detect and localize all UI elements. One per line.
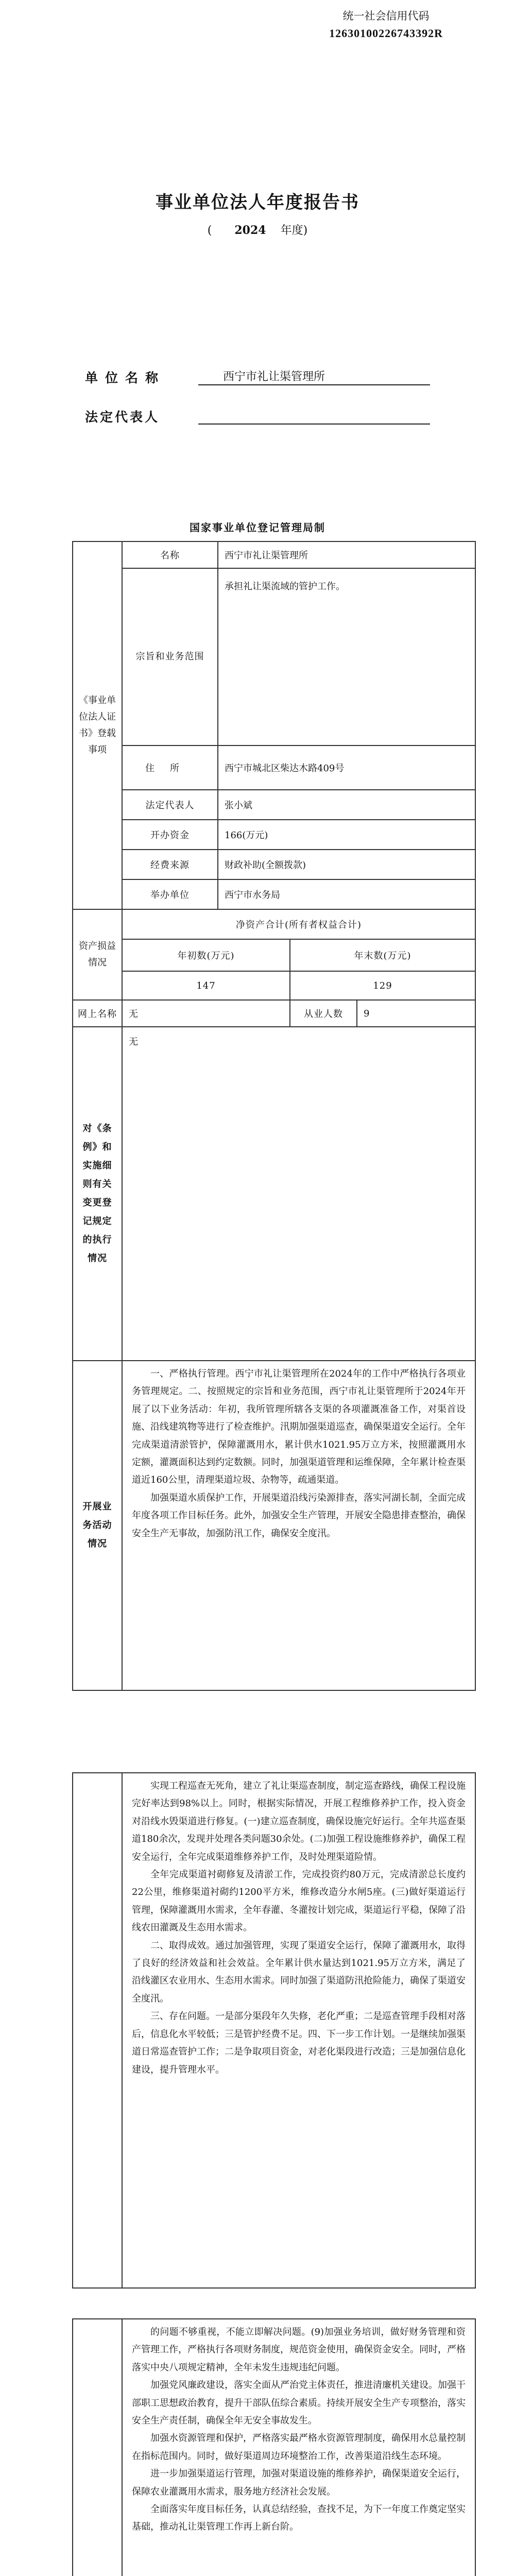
net-assets-label: 净资产合计(所有者权益合计)	[122, 909, 475, 939]
reg-label: 对《条例》和实施细则有关变更登记规定的执行情况	[73, 1027, 122, 1361]
inspect-paragraph: 三、存在问题。一是部分渠段年久失修，老化严重；二是巡查管理手段相对落后，信息化水平较低；三是管护经费不足。四、下一步工作计划。一是继续加强渠道日常巡查管护工作；二是争取项目资金，对老化渠段进行改造；三是加强信息化建设，提升管理水平。	[132, 2011, 466, 2075]
row-address	[73, 745, 475, 790]
row-inspect	[73, 1773, 475, 2288]
legal-value: 张小斌	[218, 790, 475, 820]
web-label: 网上名称	[73, 1000, 122, 1027]
row-plan	[73, 2319, 475, 2576]
business-paragraph: 加强渠道水质保护工作，开展渠道沿线污染源排查，落实河湖长制，全面完成年度各项工作目标任务。此外，加强安全生产管理，开展安全隐患排查整治，确保安全生产无事故，加强防汛工作，确保安全度汛。	[132, 1492, 466, 1539]
legal-rep-line	[198, 402, 430, 425]
inspect-paragraph: 二、取得成效。通过加强管理，实现了渠道安全运行，保障了灌溉用水，取得了良好的经济效益和社会效益。全年累计供水量达到1021.95万立方米，满足了沿线灌区农业用水、生态用水需求。同时加强了渠道防汛抢险能力，确保了渠道安全度汛。	[132, 1940, 466, 2004]
address-value: 西宁市城北区柴达木路409号	[218, 745, 475, 790]
inspect-paragraph: 全年完成渠道衬砌修复及清淤工作，完成投资约80万元，完成清淤总长度约22公里，维修渠道衬砌约1200平方米，维修改造分水闸5座。(三)做好渠道运行管理，保障灌溉用水需求，全年春灌、冬灌按计划完成，渠道运行平稳，保障了沿线农田灌溉及生态用水需求。	[132, 1869, 466, 1934]
year-value: 2024	[234, 224, 266, 237]
purpose-label: 宗旨和业务范围	[122, 568, 218, 745]
report-title: 事业单位法人年度报告书	[156, 192, 359, 213]
legal-rep-label: 法定代表人	[85, 410, 160, 425]
business-label: 开展业务活动情况	[73, 1361, 122, 1690]
continuation-table-2	[72, 2318, 476, 2576]
plan-paragraph: 全面落实年度目标任务，认真总结经验，查找不足，为下一年度工作奠定坚实基础，推动礼让渠管理工作再上新台阶。	[132, 2504, 466, 2533]
funds-label: 开办资金	[122, 820, 218, 850]
row-asset-values	[73, 971, 475, 1000]
assets-section-label: 资产损益情况	[73, 909, 122, 1000]
plan-paragraph: 加强水资源管理和保护，严格落实最严格水资源管理制度，确保用水总量控制在指标范围内。同时，做好渠道周边环境整治工作，改善渠道沿线生态环境。	[132, 2433, 466, 2462]
business-content	[122, 1361, 475, 1690]
plan-paragraph: 进一步加强渠道运行管理，加强对渠道设施的维修养护，确保渠道安全运行，保障农业灌溉用水需求，服务地方经济社会发展。	[132, 2468, 466, 2497]
purpose-value: 承担礼让渠流域的管护工作。	[218, 568, 475, 745]
row-purpose	[73, 568, 475, 745]
report-table	[72, 541, 476, 1691]
address-label: 住所	[122, 745, 218, 790]
inspect-paragraph: 实现工程巡查无死角，建立了礼让渠巡查制度，制定巡查路线，确保工程设施完好率达到98%以上。同时，根据实际情况，开展工程维修养护工作，投入资金对沿线水毁渠道进行修复。(一)建立巡查制度，确保设施完好运行。全年共巡查渠道180余次，发现并处理各类问题30余处。(二)加强工程设施维修养护，确保工程安全运行，全年完成渠道维修养护工作，及时处理渠道险情。	[132, 1781, 466, 1862]
plan-paragraph: 加强党风廉政建设，落实全面从严治党主体责任，推进清廉机关建设。加强干部职工思想政治教育，提升干部队伍综合素质。持续开展安全生产专项整治，落实安全生产责任制，确保全年无安全事故发生。	[132, 2380, 466, 2427]
report-year	[0, 222, 515, 238]
row-net-assets	[73, 909, 475, 939]
row-reg	[73, 1027, 475, 1361]
staff-label: 从业人数	[290, 1000, 357, 1027]
begin-label: 年初数(万元)	[122, 939, 290, 971]
staff-value: 9	[357, 1000, 475, 1027]
issuer: 国家事业单位登记管理局制	[190, 521, 325, 534]
row-name	[73, 541, 475, 568]
inspect-spacer	[73, 1773, 122, 2288]
funds-value: 166(万元)	[218, 820, 475, 850]
source-label: 经费来源	[122, 850, 218, 879]
source-value: 财政补助(全额拨款)	[218, 850, 475, 879]
end-value: 129	[290, 971, 475, 1000]
end-label: 年末数(万元)	[290, 939, 475, 971]
credit-code-value: 12630100226743392R	[329, 27, 443, 40]
row-org	[73, 879, 475, 909]
year-close: 年度)	[280, 224, 308, 237]
org-value: 西宁市水务局	[218, 879, 475, 909]
row-funds	[73, 820, 475, 850]
year-open: (	[207, 224, 212, 237]
reg-value: 无	[122, 1027, 475, 1361]
web-value: 无	[122, 1000, 290, 1027]
business-paragraph: 一、严格执行管理。西宁市礼让渠管理所在2024年的工作中严格执行各项业务管理规定。二、按照规定的宗旨和业务范围，西宁市礼让渠管理所于2024年开展了以下业务活动：年初，我所管理所辖各支渠的各项灌溉准备工作，对渠首设施、沿线建筑物等进行了检查维护。汛期加强渠道巡查，确保渠道安全运行。全年完成渠道清淤管护，保障灌溉用水，累计供水1021.95万立方米，按照灌溉用水定额，灌溉面积达到约定数额。同时，加强渠道管理和运维保障，全年累计检查渠道近160公里，清理渠道垃圾、杂物等，疏通渠道。	[132, 1368, 466, 1486]
row-source	[73, 850, 475, 879]
unit-name-line	[198, 363, 430, 385]
org-label: 举办单位	[122, 879, 218, 909]
row-legal	[73, 790, 475, 820]
plan-content	[122, 2319, 475, 2576]
row-business	[73, 1361, 475, 1690]
plan-spacer	[73, 2319, 122, 2576]
unit-name-value: 西宁市礼让渠管理所	[223, 370, 325, 383]
credit-code-label: 统一社会信用代码	[342, 10, 430, 22]
legal-label: 法定代表人	[122, 790, 218, 820]
continuation-table-1	[72, 1772, 476, 2289]
plan-paragraph: 的问题不够重视，不能立即解决问题。(9)加强业务培训，做好财务管理和资产管理工作，严格执行各项财务制度，规范资金使用，确保资金安全。同时，严格落实中央八项规定精神，全年未发生违规违纪问题。	[132, 2327, 466, 2373]
unit-name-label: 单位名称	[85, 370, 166, 385]
credit-code-block	[329, 7, 443, 42]
name-value: 西宁市礼让渠管理所	[218, 541, 475, 568]
row-web	[73, 1000, 475, 1027]
cert-section-label: 《事业单位法人证书》登载事项	[73, 541, 122, 909]
name-label: 名称	[122, 541, 218, 568]
begin-value: 147	[122, 971, 290, 1000]
inspect-content	[122, 1773, 475, 2288]
row-asset-headers	[73, 939, 475, 971]
